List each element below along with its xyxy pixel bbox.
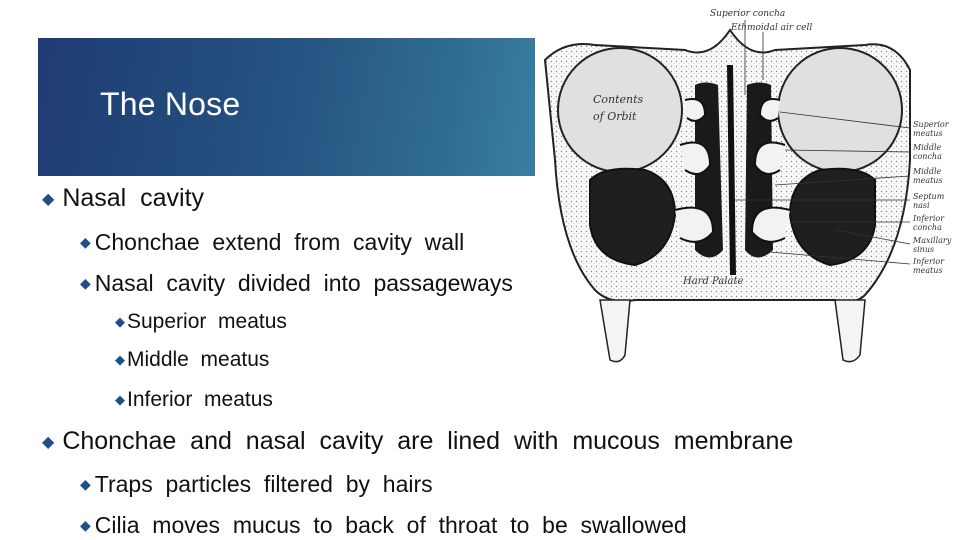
right-superior-concha bbox=[760, 99, 780, 121]
bullet-superior-meatus bbox=[115, 310, 287, 334]
label-superior-concha: Superior concha bbox=[710, 9, 786, 19]
right-orbit bbox=[778, 48, 902, 172]
label-septum-nasi-1: Septum bbox=[913, 192, 945, 201]
label-middle-concha-2: concha bbox=[913, 152, 942, 161]
label-inferior-concha-2: concha bbox=[913, 223, 942, 232]
label-inferior-meatus-2: meatus bbox=[913, 266, 943, 275]
diamond-bullet-icon: ◆ bbox=[115, 314, 125, 330]
diamond-bullet-icon: ◆ bbox=[80, 517, 91, 534]
label-maxillary-sinus-1: Maxillary bbox=[913, 236, 952, 245]
right-inferior-concha bbox=[752, 208, 790, 242]
label-middle-meatus-2: meatus bbox=[913, 176, 943, 185]
label-middle-concha-1: Middle bbox=[913, 143, 942, 152]
bullet-inferior-meatus bbox=[115, 388, 273, 412]
bullet-traps-particles bbox=[80, 471, 433, 498]
bullet-chonchae-extend bbox=[80, 229, 464, 256]
bullet-chonchae-lined bbox=[42, 427, 793, 456]
bullet-text: Chonchae and nasal cavity are lined with mucous membrane bbox=[62, 427, 794, 455]
diamond-bullet-icon: ◆ bbox=[42, 189, 55, 208]
bullet-text: Middle meatus bbox=[127, 348, 270, 371]
bullet-text: Traps particles filtered by hairs bbox=[94, 471, 433, 497]
label-contents-orbit-2: of Orbit bbox=[593, 110, 637, 123]
bullet-middle-meatus bbox=[115, 348, 269, 372]
label-hard-palate: Hard Palate bbox=[683, 276, 744, 287]
label-ethmoidal-air-cell: Ethmoidal air cell bbox=[731, 23, 813, 33]
diamond-bullet-icon: ◆ bbox=[115, 392, 125, 408]
label-septum-nasi-2: nasi bbox=[913, 201, 930, 210]
bullet-nasal-cavity bbox=[42, 184, 204, 213]
label-superior-meatus-1: Superior bbox=[913, 120, 949, 129]
bullet-text: Inferior meatus bbox=[127, 388, 273, 411]
slide-title: The Nose bbox=[100, 86, 241, 122]
diamond-bullet-icon: ◆ bbox=[80, 476, 91, 493]
diamond-bullet-icon: ◆ bbox=[42, 432, 55, 451]
bullet-cilia-moves bbox=[80, 512, 687, 539]
nasal-cavity-diagram bbox=[535, 0, 960, 380]
label-inferior-concha-1: Inferior bbox=[913, 214, 945, 223]
bullet-text: Cilia moves mucus to back of throat to be swallowed bbox=[94, 512, 687, 538]
left-tooth bbox=[600, 300, 630, 362]
label-superior-meatus-2: meatus bbox=[913, 129, 943, 138]
left-inferior-concha bbox=[675, 208, 713, 242]
left-superior-concha bbox=[685, 99, 705, 121]
diamond-bullet-icon: ◆ bbox=[80, 275, 91, 292]
label-middle-meatus-1: Middle bbox=[913, 167, 942, 176]
nasal-septum bbox=[730, 65, 733, 275]
bullet-text: Nasal cavity bbox=[62, 184, 205, 212]
label-maxillary-sinus-2: sinus bbox=[913, 245, 935, 254]
diamond-bullet-icon: ◆ bbox=[115, 352, 125, 368]
bullet-text: Nasal cavity divided into passageways bbox=[94, 270, 513, 296]
bullet-text: Superior meatus bbox=[127, 310, 287, 333]
diamond-bullet-icon: ◆ bbox=[80, 234, 91, 251]
right-tooth bbox=[835, 300, 865, 362]
label-contents-orbit-1: Contents bbox=[593, 93, 644, 106]
label-inferior-meatus-1: Inferior bbox=[913, 257, 945, 266]
bullet-text: Chonchae extend from cavity wall bbox=[94, 229, 465, 255]
bullet-cavity-divided bbox=[80, 270, 513, 297]
